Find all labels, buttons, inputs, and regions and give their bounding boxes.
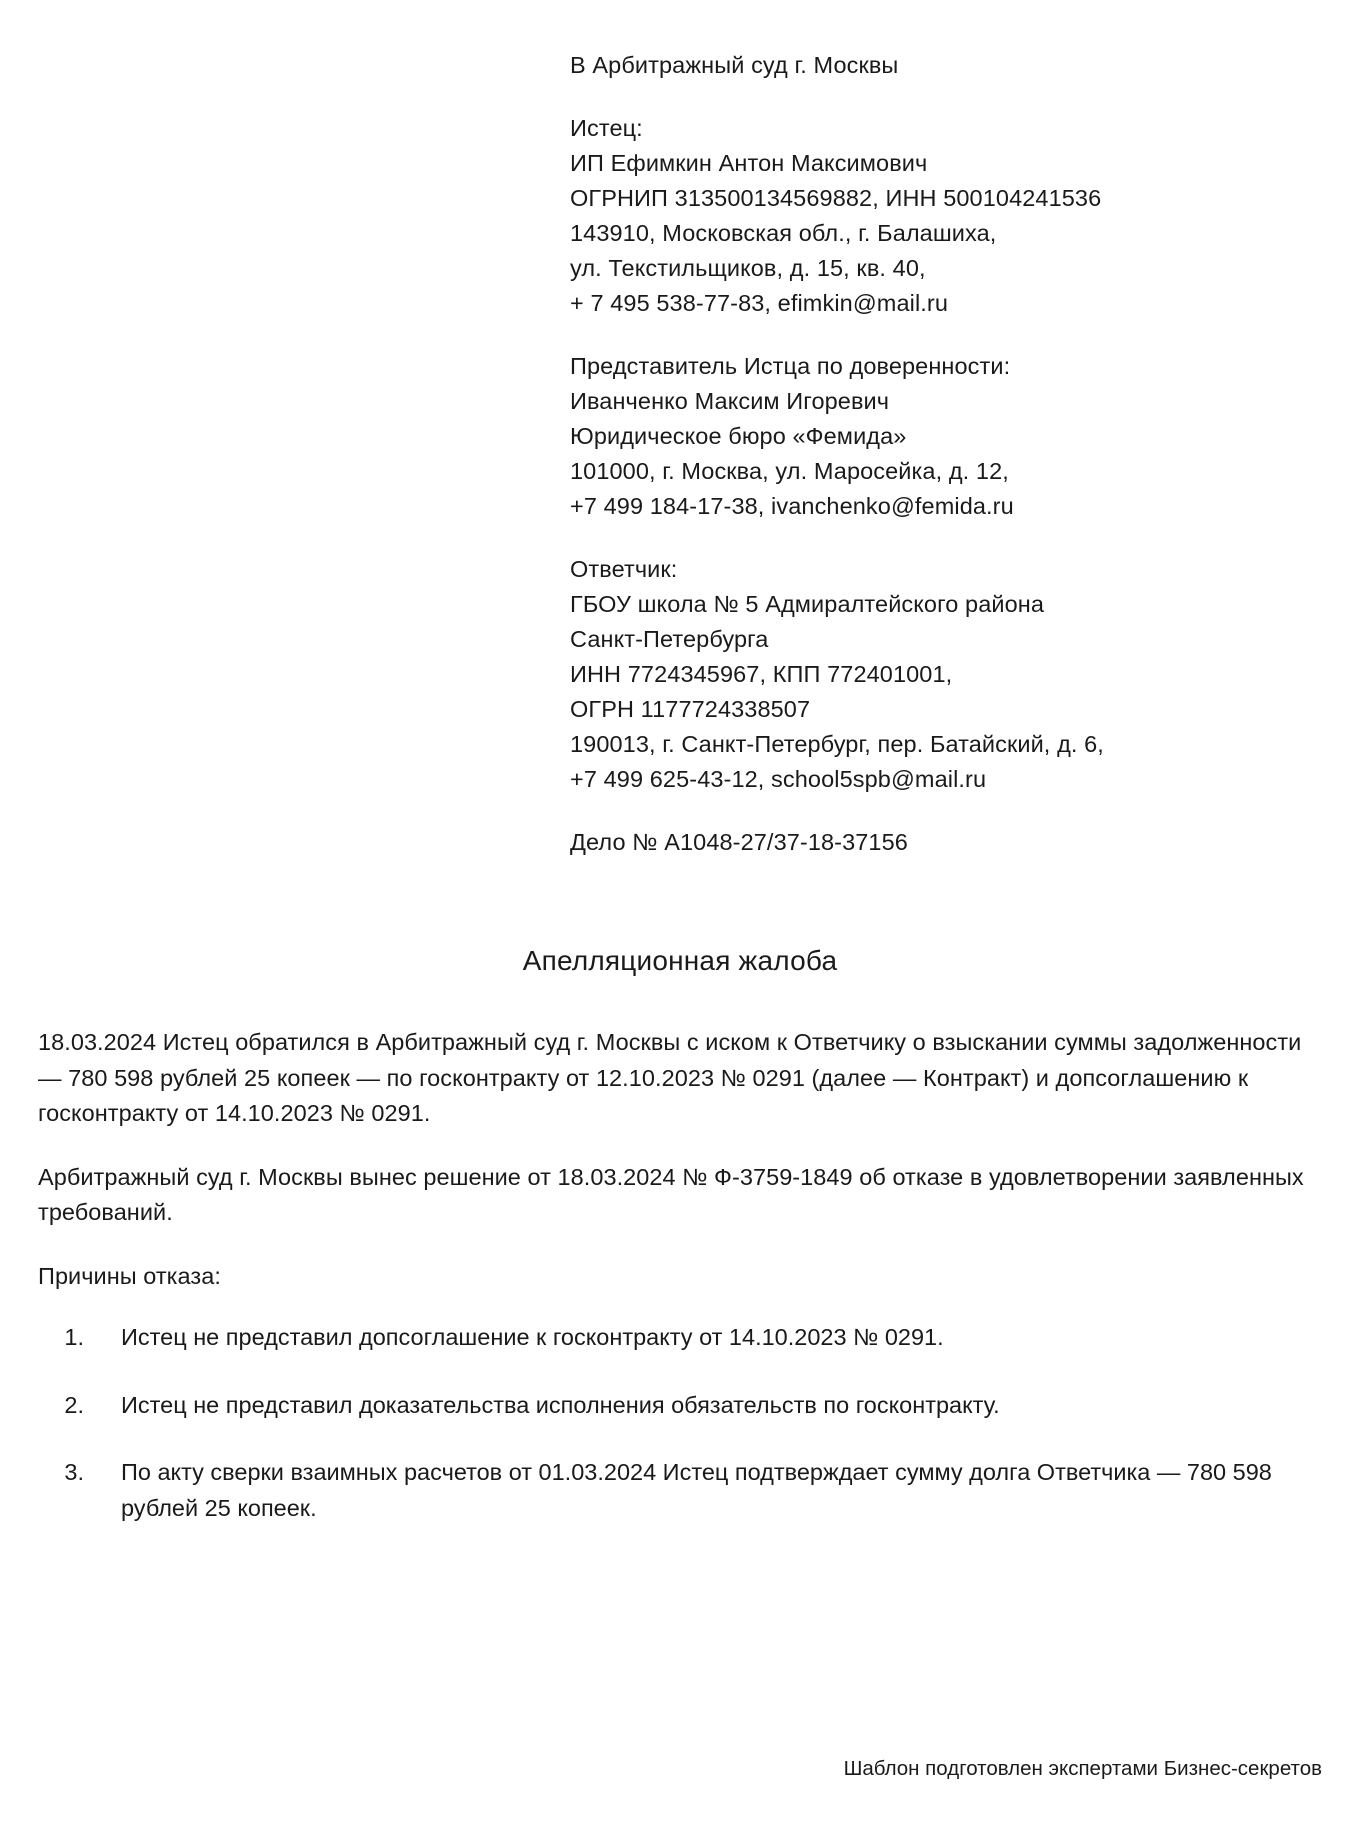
case-number: Дело № А1048-27/37-18-37156 [570,829,908,855]
defendant-name-line-2: Санкт-Петербурга [570,626,769,652]
plaintiff-name: ИП Ефимкин Антон Максимович [570,150,928,176]
list-item [38,1455,1320,1526]
representative-heading: Представитель Истца по доверенности: [570,353,1011,379]
representative-contacts: +7 499 184-17-38, ivanchenko@femida.ru [570,493,1014,519]
reasons-list [38,1320,1320,1526]
case-number-block [570,825,1330,860]
representative-firm: Юридическое бюро «Фемида» [570,423,907,449]
reason-text: По акту сверки взаимных расчетов от 01.03.2024 Истец подтверждает сумму долга Ответчика — 780 598 рублей 25 копеек. [121,1459,1272,1521]
defendant-name-line-1: ГБОУ школа № 5 Адмиралтейского района [570,591,1045,617]
plaintiff-address-line-2: ул. Текстильщиков, д. 15, кв. 40, [570,255,926,281]
representative-address: 101000, г. Москва, ул. Маросейка, д. 12, [570,458,1009,484]
document-body [0,1025,1360,1526]
plaintiff-contacts: + 7 495 538-77-83, efimkin@mail.ru [570,290,948,316]
court-line: В Арбитражный суд г. Москвы [570,52,899,78]
body-paragraph-2: Арбитражный суд г. Москвы вынес решение от 18.03.2024 № Ф-3759-1849 об отказе в удовлетворении заявленных требований. [38,1163,1304,1225]
footer-note: Шаблон подготовлен экспертами Бизнес-секретов [843,1757,1322,1780]
defendant-ogrn: ОГРН 1177724338507 [570,696,811,722]
plaintiff-registration: ОГРНИП 313500134569882, ИНН 500104241536 [570,185,1102,211]
reason-text: Истец не представил доказательства исполнения обязательств по госконтракту. [121,1391,1000,1418]
defendant-heading: Ответчик: [570,556,678,582]
reason-text: Истец не представил допсоглашение к госконтракту от 14.10.2023 № 0291. [121,1324,944,1350]
defendant-contacts: +7 499 625-43-12, school5spb@mail.ru [570,766,987,792]
page-title: Апелляционная жалоба [522,945,838,976]
reason-number: 3. [64,1459,84,1485]
court-addressee-group [570,48,1330,83]
body-paragraph-1: 18.03.2024 Истец обратился в Арбитражный суд г. Москвы с иском к Ответчику о взыскании суммы задолженности — 780 598 рублей 25 копеек — по госконтракту от 12.10.2023 № 0291 (далее — Контракт) и допсоглашению к госконтракту от 14.10.2023 № 0291. [38,1029,1302,1126]
defendant-address: 190013, г. Санкт-Петербург, пер. Батайский, д. 6, [570,731,1104,757]
list-item [38,1388,1320,1424]
list-item [38,1320,1320,1356]
defendant-inn-kpp: ИНН 7724345967, КПП 772401001, [570,661,953,687]
reason-number: 2. [64,1391,84,1418]
plaintiff-block [570,111,1330,321]
representative-block [570,349,1330,524]
plaintiff-heading: Истец: [570,115,643,141]
representative-name: Иванченко Максим Игоревич [570,388,890,414]
reason-number: 1. [64,1324,84,1350]
reasons-heading: Причины отказа: [38,1262,221,1289]
defendant-block [570,552,1330,797]
addressee-header [0,0,1360,860]
plaintiff-address-line-1: 143910, Московская обл., г. Балашиха, [570,220,997,246]
